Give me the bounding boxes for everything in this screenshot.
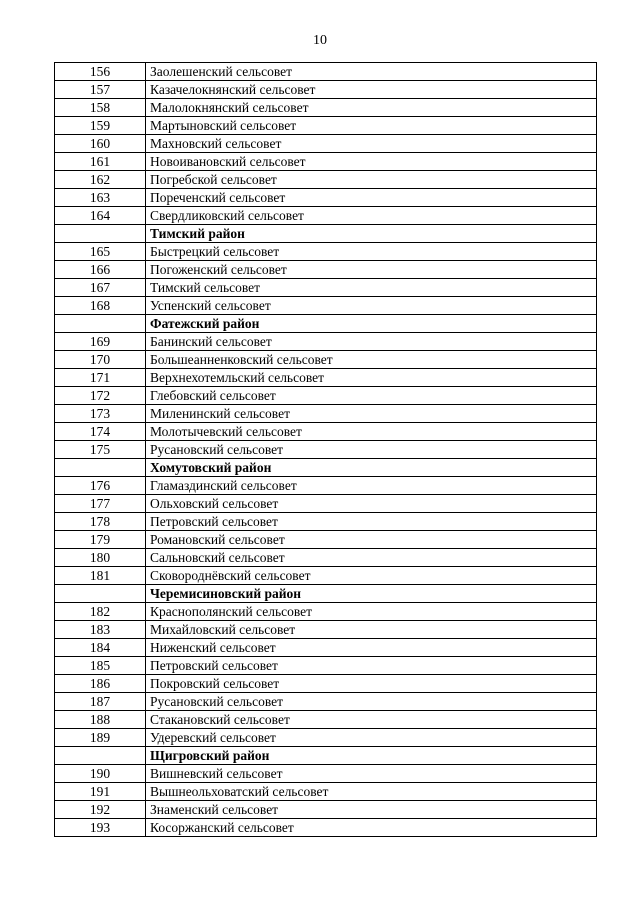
district-header-row <box>55 747 597 765</box>
settlement-name-cell: Погоженский сельсовет <box>146 261 597 279</box>
table-row <box>55 765 597 783</box>
settlement-name-cell: Петровский сельсовет <box>146 657 597 675</box>
district-header-row <box>55 585 597 603</box>
table-row <box>55 387 597 405</box>
table-row <box>55 567 597 585</box>
table-row <box>55 243 597 261</box>
row-number-cell: 189 <box>55 729 146 747</box>
table-row <box>55 153 597 171</box>
settlement-name-cell: Верхнехотемльский сельсовет <box>146 369 597 387</box>
table-row <box>55 117 597 135</box>
row-number-cell: 161 <box>55 153 146 171</box>
settlement-name-cell: Молотычевский сельсовет <box>146 423 597 441</box>
row-number-cell: 176 <box>55 477 146 495</box>
settlement-name-cell: Стакановский сельсовет <box>146 711 597 729</box>
table-row <box>55 63 597 81</box>
row-number-cell: 185 <box>55 657 146 675</box>
row-number-cell: 182 <box>55 603 146 621</box>
settlement-name-cell: Большеанненковский сельсовет <box>146 351 597 369</box>
settlement-name-cell: Вышнеольховатский сельсовет <box>146 783 597 801</box>
table-row <box>55 819 597 837</box>
table-row <box>55 513 597 531</box>
settlement-name-cell: Погребской сельсовет <box>146 171 597 189</box>
settlement-name-cell: Краснополянский сельсовет <box>146 603 597 621</box>
row-number-cell: 172 <box>55 387 146 405</box>
district-header-row <box>55 459 597 477</box>
row-number-cell: 164 <box>55 207 146 225</box>
settlement-name-cell: Новоивановский сельсовет <box>146 153 597 171</box>
row-number-cell: 158 <box>55 99 146 117</box>
table-row <box>55 657 597 675</box>
row-number-cell <box>55 315 146 333</box>
row-number-cell: 184 <box>55 639 146 657</box>
settlement-name-cell: Петровский сельсовет <box>146 513 597 531</box>
district-name-cell: Щигровский район <box>146 747 597 765</box>
row-number-cell: 180 <box>55 549 146 567</box>
row-number-cell: 177 <box>55 495 146 513</box>
table-row <box>55 621 597 639</box>
municipality-table <box>54 62 597 837</box>
district-name-cell: Черемисиновский район <box>146 585 597 603</box>
settlement-name-cell: Малолокнянский сельсовет <box>146 99 597 117</box>
row-number-cell: 192 <box>55 801 146 819</box>
row-number-cell: 171 <box>55 369 146 387</box>
settlement-name-cell: Знаменский сельсовет <box>146 801 597 819</box>
settlement-name-cell: Сальновский сельсовет <box>146 549 597 567</box>
settlement-name-cell: Михайловский сельсовет <box>146 621 597 639</box>
row-number-cell: 186 <box>55 675 146 693</box>
row-number-cell: 193 <box>55 819 146 837</box>
settlement-name-cell: Миленинский сельсовет <box>146 405 597 423</box>
row-number-cell: 160 <box>55 135 146 153</box>
row-number-cell: 190 <box>55 765 146 783</box>
row-number-cell: 166 <box>55 261 146 279</box>
row-number-cell: 179 <box>55 531 146 549</box>
settlement-name-cell: Глебовский сельсовет <box>146 387 597 405</box>
table-row <box>55 279 597 297</box>
table-row <box>55 351 597 369</box>
district-name-cell: Фатежский район <box>146 315 597 333</box>
settlement-name-cell: Русановский сельсовет <box>146 441 597 459</box>
row-number-cell: 165 <box>55 243 146 261</box>
settlement-name-cell: Банинский сельсовет <box>146 333 597 351</box>
settlement-name-cell: Тимский сельсовет <box>146 279 597 297</box>
settlement-name-cell: Свердликовский сельсовет <box>146 207 597 225</box>
settlement-name-cell: Удеревский сельсовет <box>146 729 597 747</box>
table-row <box>55 99 597 117</box>
table-row <box>55 477 597 495</box>
settlement-name-cell: Ольховский сельсовет <box>146 495 597 513</box>
row-number-cell: 157 <box>55 81 146 99</box>
row-number-cell <box>55 459 146 477</box>
row-number-cell <box>55 747 146 765</box>
table-row <box>55 261 597 279</box>
settlement-name-cell: Русановский сельсовет <box>146 693 597 711</box>
table-row <box>55 81 597 99</box>
table-row <box>55 729 597 747</box>
settlement-name-cell: Романовский сельсовет <box>146 531 597 549</box>
page-number: 10 <box>313 33 327 48</box>
municipality-table-body <box>55 63 597 837</box>
row-number-cell: 174 <box>55 423 146 441</box>
row-number-cell: 169 <box>55 333 146 351</box>
settlement-name-cell: Заолешенский сельсовет <box>146 63 597 81</box>
row-number-cell: 170 <box>55 351 146 369</box>
district-header-row <box>55 315 597 333</box>
table-row <box>55 531 597 549</box>
table-row <box>55 549 597 567</box>
table-row <box>55 639 597 657</box>
table-row <box>55 171 597 189</box>
table-row <box>55 369 597 387</box>
table-row <box>55 135 597 153</box>
settlement-name-cell: Гламаздинский сельсовет <box>146 477 597 495</box>
row-number-cell: 175 <box>55 441 146 459</box>
district-name-cell: Хомутовский район <box>146 459 597 477</box>
table-row <box>55 675 597 693</box>
row-number-cell <box>55 225 146 243</box>
district-name-cell: Тимский район <box>146 225 597 243</box>
settlement-name-cell: Сковороднёвский сельсовет <box>146 567 597 585</box>
row-number-cell: 156 <box>55 63 146 81</box>
table-row <box>55 783 597 801</box>
row-number-cell: 163 <box>55 189 146 207</box>
settlement-name-cell: Косоржанский сельсовет <box>146 819 597 837</box>
table-row <box>55 693 597 711</box>
table-row <box>55 297 597 315</box>
settlement-name-cell: Успенский сельсовет <box>146 297 597 315</box>
row-number-cell: 187 <box>55 693 146 711</box>
district-header-row <box>55 225 597 243</box>
settlement-name-cell: Казачелокнянский сельсовет <box>146 81 597 99</box>
table-row <box>55 495 597 513</box>
table-row <box>55 711 597 729</box>
settlement-name-cell: Мартыновский сельсовет <box>146 117 597 135</box>
row-number-cell: 191 <box>55 783 146 801</box>
row-number-cell: 178 <box>55 513 146 531</box>
row-number-cell: 183 <box>55 621 146 639</box>
table-row <box>55 207 597 225</box>
settlement-name-cell: Покровский сельсовет <box>146 675 597 693</box>
settlement-name-cell: Быстрецкий сельсовет <box>146 243 597 261</box>
table-row <box>55 603 597 621</box>
table-row <box>55 423 597 441</box>
table-row <box>55 441 597 459</box>
table-row <box>55 189 597 207</box>
table-row <box>55 801 597 819</box>
settlement-name-cell: Вишневский сельсовет <box>146 765 597 783</box>
settlement-name-cell: Ниженский сельсовет <box>146 639 597 657</box>
row-number-cell: 168 <box>55 297 146 315</box>
row-number-cell: 181 <box>55 567 146 585</box>
row-number-cell: 167 <box>55 279 146 297</box>
table-row <box>55 405 597 423</box>
settlement-name-cell: Махновский сельсовет <box>146 135 597 153</box>
settlement-name-cell: Пореченский сельсовет <box>146 189 597 207</box>
row-number-cell: 159 <box>55 117 146 135</box>
row-number-cell: 173 <box>55 405 146 423</box>
row-number-cell: 188 <box>55 711 146 729</box>
row-number-cell <box>55 585 146 603</box>
table-row <box>55 333 597 351</box>
row-number-cell: 162 <box>55 171 146 189</box>
